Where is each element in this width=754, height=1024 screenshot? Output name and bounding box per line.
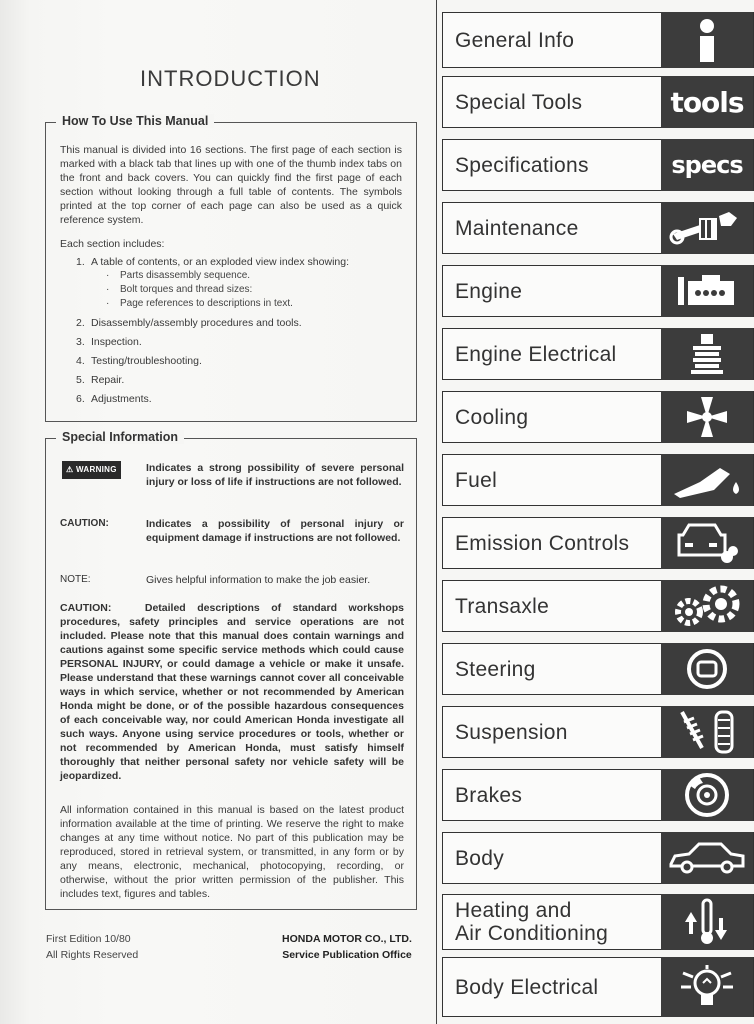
office-name: Service Publication Office (282, 949, 412, 961)
special-information-heading: Special Information (56, 430, 184, 444)
tab-engine-electrical[interactable]: Engine Electrical (442, 328, 754, 380)
tab-maintenance[interactable]: Maintenance (442, 202, 754, 254)
tab-cooling[interactable]: Cooling (442, 391, 754, 443)
warning-badge: ⚠ WARNING (62, 461, 121, 479)
tab-fuel[interactable]: Fuel (442, 454, 754, 506)
car-body-icon (661, 832, 753, 884)
publisher-info (272, 931, 422, 963)
edition-text: First Edition 10/80 (46, 933, 131, 945)
list-item: 5. Repair. (76, 374, 125, 386)
steering-wheel-icon (661, 643, 753, 695)
list-item: 4. Testing/troubleshooting. (76, 355, 202, 367)
warning-definition: ⚠ WARNING Indicates a strong possibility of severe personal injury or loss of life if instructions are not followed. (60, 461, 404, 505)
tools-icon: tools (661, 76, 753, 128)
tab-emission-controls[interactable]: Emission Controls (442, 517, 754, 569)
info-icon (661, 12, 753, 68)
tab-specifications[interactable]: Specifications specs (442, 139, 754, 191)
tab-engine[interactable]: Engine (442, 265, 754, 317)
includes-intro: Each section includes: (60, 238, 165, 250)
sub-list-item: · Page references to descriptions in text. (106, 298, 293, 309)
tab-heating-air-conditioning[interactable]: Heating and Air Conditioning (442, 894, 754, 950)
engine-icon (661, 265, 753, 317)
fan-icon (661, 391, 753, 443)
car-exhaust-icon (661, 517, 753, 569)
list-item: 6. Adjustments. (76, 393, 152, 405)
tab-transaxle[interactable]: Transaxle (442, 580, 754, 632)
special-information-section (45, 430, 417, 910)
coil-icon (661, 328, 753, 380)
tab-steering[interactable]: Steering (442, 643, 754, 695)
wrench-hand-icon (661, 202, 753, 254)
how-to-use-section (45, 114, 417, 422)
list-item: 2. Disassembly/assembly procedures and tools. (76, 317, 302, 329)
publication-notice: All information contained in this manual is based on the latest product information available at the time of printing. We reserve the right to make changes at any time without notice. No part of this publication may be reproduced, stored in retrieval system, or transmitted, in any form or by any means, electronic, mechanical, photocopying, recording, or otherwise, without the prior written permission of the publisher. This includes text, figures and tables. (60, 804, 404, 900)
caution-definition: CAUTION: Indicates a possibility of personal injury or equipment damage if instructions are not followed. (60, 518, 404, 544)
page-title: INTRODUCTION (140, 66, 321, 91)
rights-text: All Rights Reserved (46, 949, 139, 961)
fuel-nozzle-icon (661, 454, 753, 506)
shock-absorber-icon (661, 706, 753, 758)
tab-special-tools[interactable]: Special Tools tools (442, 76, 754, 128)
edition-info (46, 931, 138, 963)
tab-brakes[interactable]: Brakes (442, 769, 754, 821)
brake-disc-icon (661, 769, 753, 821)
company-name: HONDA MOTOR CO., LTD. (282, 933, 412, 945)
sub-list-item: · Bolt torques and thread sizes: (106, 284, 253, 295)
list-item: 1. A table of contents, or an exploded view index showing: (76, 256, 349, 268)
caution-detailed-definition: CAUTION: Detailed descriptions of standard workshops procedures, safety principles and service operations are not included. Please note that this manual does contain warnings and cautions against some specific service methods which could cause PERSONAL INJURY, or could damage a vehicle or make it unsafe. Please understand that these warnings cannot cover all conceivable ways in which service, whether or not recommended by American Honda might be done, or of the possible hazardous consequences of each conceivable way, nor could American Honda investigate all such ways. Anyone using service procedures or tools, whether or not recommended by American Honda, must satisfy himself thoroughly that neither personal safety nor vehicle safety will be jeopardized. (60, 602, 404, 782)
list-item: 3. Inspection. (76, 336, 142, 348)
tab-body-electrical[interactable]: Body Electrical (442, 957, 754, 1017)
gears-icon (661, 580, 753, 632)
specs-icon: specs (661, 139, 753, 191)
tab-body[interactable]: Body (442, 832, 754, 884)
light-bulb-icon (661, 957, 753, 1017)
how-to-use-heading: How To Use This Manual (56, 114, 214, 128)
sub-list-item: · Parts disassembly sequence. (106, 270, 251, 281)
tab-general-info[interactable]: General Info (442, 12, 754, 68)
tab-suspension[interactable]: Suspension (442, 706, 754, 758)
thermometer-icon (661, 894, 753, 950)
how-to-use-paragraph: This manual is divided into 16 sections. The first page of each section is marked with a black tab that lines up with one of the thumb index tabs on the front and back covers. You can quickly find the first page of each section without looking through a full table of contents. The symbols printed at the top corner of each page can also be used as a quick reference system. (60, 144, 402, 226)
note-definition: NOTE: Gives helpful information to make the job easier. (60, 574, 371, 586)
